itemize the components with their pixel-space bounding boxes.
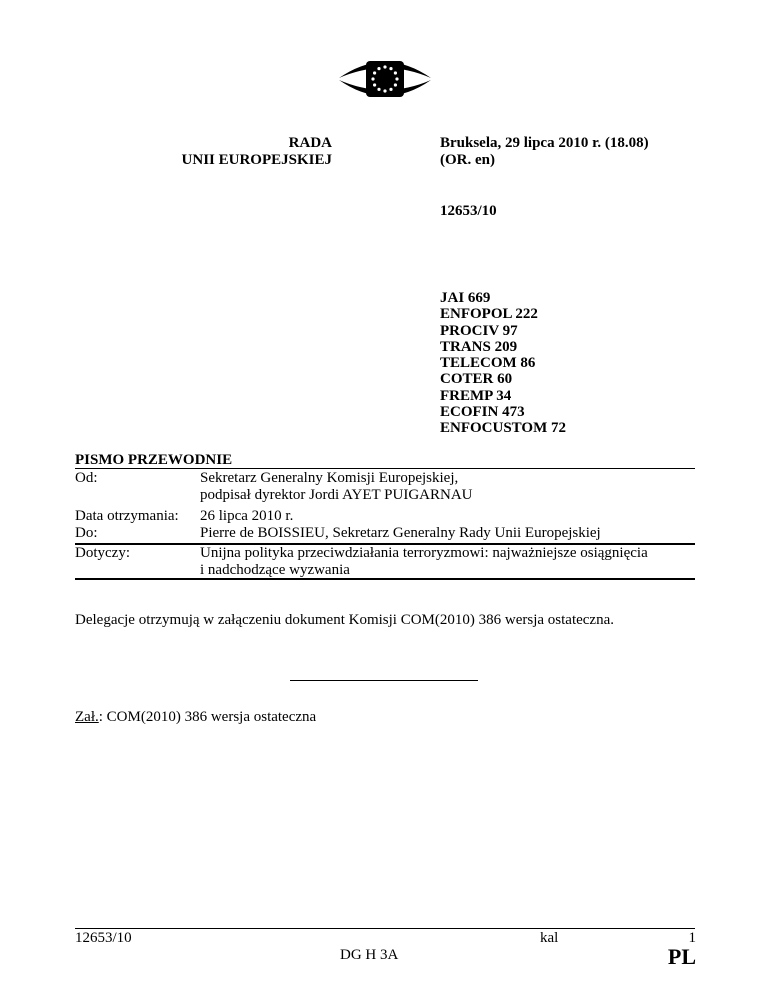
divider [75,468,695,469]
council-line-2: UNII EUROPEJSKIEJ [181,152,332,168]
intro-text: Delegacje otrzymują w załączeniu dokument Komisji COM(2010) 386 wersja ostateczna. [75,612,614,628]
council-name [150,135,332,169]
classification-codes [440,290,566,437]
footer-initials: kal [540,930,559,946]
subject-label: Dotyczy: [75,545,130,561]
code-item: TRANS 209 [440,338,518,355]
footer-page-number: 1 [688,930,696,946]
code-item: FREMP 34 [440,387,512,404]
subject-line-1: Unijna polityka przeciwdziałania terroryzmowi: najważniejsze osiągnięcia [200,545,648,561]
footer-doc-number: 12653/10 [75,930,132,946]
footer-language: PL [667,944,696,969]
eu-council-logo [337,54,433,104]
subject-value [200,545,695,579]
code-item: COTER 60 [440,371,513,388]
document-number: 12653/10 [440,203,497,219]
place-date: Bruksela, 29 lipca 2010 r. (18.08) [440,135,649,151]
enclosure [75,709,316,726]
code-item: TELECOM 86 [440,355,536,372]
code-item: ECOFIN 473 [440,404,525,421]
enclosure-value: : COM(2010) 386 wersja ostateczna [98,709,317,725]
from-label: Od: [75,470,98,486]
subject-line-2: i nadchodzące wyzwania [200,562,350,578]
code-item: ENFOPOL 222 [440,306,538,323]
separator-line [290,680,478,681]
code-item: JAI 669 [440,290,491,306]
footer-divider [75,928,695,929]
cover-note-title: PISMO PRZEWODNIE [75,452,233,468]
original-language: (OR. en) [440,152,495,168]
date-value: 26 lipca 2010 r. [200,508,294,524]
date-label: Data otrzymania: [75,508,179,524]
divider [75,578,695,580]
to-value: Pierre de BOISSIEU, Sekretarz Generalny Rady Unii Europejskiej [200,525,601,541]
place-date-block [440,135,649,169]
code-item: PROCIV 97 [440,322,518,339]
from-line-1: Sekretarz Generalny Komisji Europejskiej, [200,470,459,486]
footer-dg: DG H 3A [340,947,399,963]
from-line-2: podpisał dyrektor Jordi AYET PUIGARNAU [200,487,473,503]
code-item: ENFOCUSTOM 72 [440,420,566,437]
from-value [200,470,695,504]
council-line-1: RADA [288,135,332,151]
enclosure-label: Zał. [75,709,99,725]
to-label: Do: [75,525,98,541]
